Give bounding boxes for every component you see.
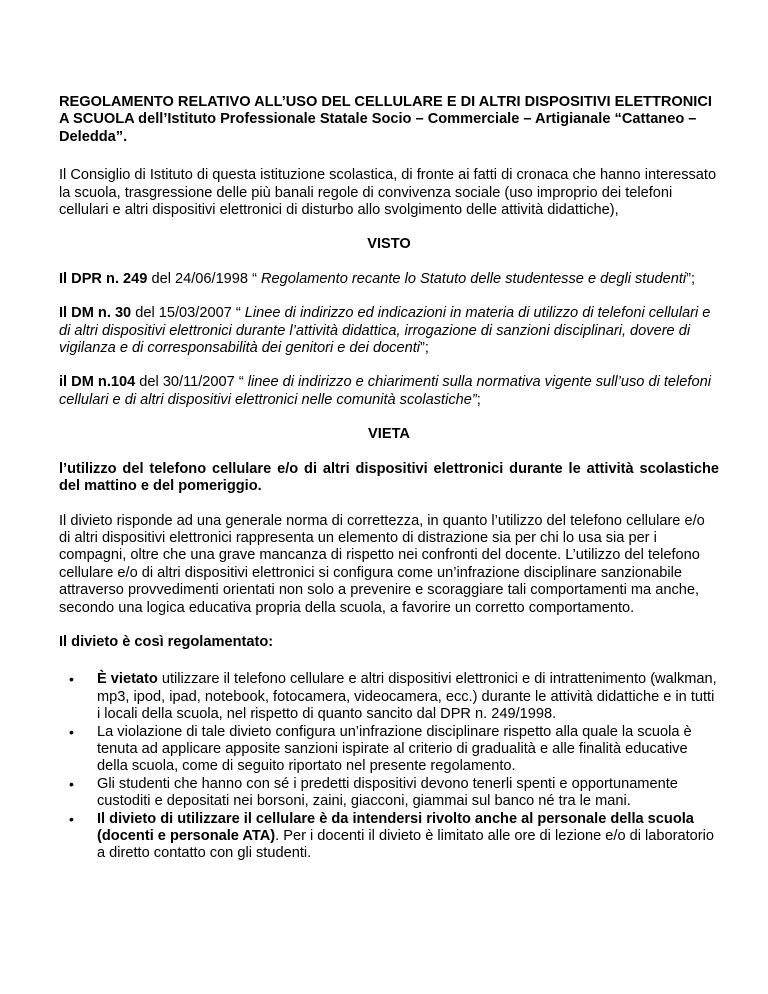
rule-text: La violazione di tale divieto configura un’infrazione disciplinare rispetto alla quale la scuola è tenuta ad applicare apposite sanzioni ispirate al criterio di gradualità e alle finalità educative della scuola, come di seguito riportato nel presente regolamento. xyxy=(97,723,692,775)
reference-title: il DM n.104 xyxy=(59,374,136,391)
reference-tail: ; xyxy=(476,391,481,408)
reference-date: del 15/03/2007 “ xyxy=(131,305,245,322)
vieta-heading: VIETA xyxy=(368,426,410,443)
reference-date: del 24/06/1998 “ xyxy=(147,270,261,287)
reference-tail: ”; xyxy=(420,340,429,357)
rule-text: Gli studenti che hanno con sé i predetti dispositivi devono tenerli spenti e opportunamente custoditi e depositati nei borsoni, zaini, giacconi, giammai sul banco né tra le mani. xyxy=(97,775,678,810)
bullet-icon: • xyxy=(69,775,74,792)
vieta-statement: l’utilizzo del telefono cellulare e/o di altri dispositivi elettronici durante le attività scolastiche del mattino e del pomeriggio. xyxy=(59,460,719,495)
document-title: REGOLAMENTO RELATIVO ALL’USO DEL CELLULARE E DI ALTRI DISPOSITIVI ELETTRONICI A SCUOLA dell’Istituto Professionale Statale Socio – Commerciale – Artigianale “Cattaneo – Deledda”. xyxy=(59,94,712,145)
regulation-heading: Il divieto è così regolamentato: xyxy=(59,633,274,650)
reference-dm-104 xyxy=(59,374,719,409)
bullet-icon: • xyxy=(69,671,74,688)
rule-bold-text: Il divieto di utilizzare il cellulare è da intendersi rivolto anche al personale della scuola (docenti e personale ATA) xyxy=(97,810,694,844)
rules-list xyxy=(59,671,719,862)
intro-paragraph: Il Consiglio di Istituto di questa istituzione scolastica, di fronte ai fatti di cronaca che hanno interessato la scuola, trasgressione delle più banali regole di convivenza sociale (uso improprio dei telefoni cellulari e altri dispositivi elettronici di disturbo allo svolgimento delle attività didattiche), xyxy=(59,167,717,219)
list-item xyxy=(59,776,719,811)
list-item xyxy=(59,671,719,723)
bullet-icon: • xyxy=(69,723,74,740)
reference-title: Il DPR n. 249 xyxy=(59,270,148,287)
reference-title: Il DM n. 30 xyxy=(59,305,132,322)
visto-heading: VISTO xyxy=(367,236,411,253)
rule-bold-text: È vietato xyxy=(97,671,158,688)
reference-dm-30 xyxy=(59,305,719,357)
rule-text: utilizzare il telefono cellulare e altri dispositivi elettronici e di intrattenimento (walkman, mp3, ipod, ipad, notebook, fotocamera, videocamera, ecc.) durante le attività didattiche e in tutti i locali della scuola, nel rispetto di quanto sancito dal DPR n. 249/1998. xyxy=(97,671,717,723)
reference-description: Linee di indirizzo ed indicazioni in materia di utilizzo di telefoni cellulari e di altri dispositivi elettronici durante l’attività didattica, irrogazione di sanzioni disciplinari, dovere di vigilanza e di corresponsabilità dei genitori e dei docenti xyxy=(59,305,711,357)
reference-tail: ”; xyxy=(686,270,696,287)
list-item xyxy=(59,811,719,863)
list-item xyxy=(59,724,719,776)
bullet-icon: • xyxy=(69,810,74,827)
reference-dpr-249 xyxy=(59,271,719,288)
reference-description: Regolamento recante lo Statuto delle studentesse e degli studenti xyxy=(261,270,687,287)
divieto-paragraph: Il divieto risponde ad una generale norma di correttezza, in quanto l’utilizzo del telefono cellulare e/o di altri dispositivi elettronici rappresenta un elemento di distrazione sia per chi lo usa sia per i compagni, oltre che una grave mancanza di rispetto nei confronti del docente. L’utilizzo del telefono cellulare e/o di altri dispositivi elettronici si configura come un’infrazione disciplinare sanzionabile attraverso provvedimenti orientati non solo a prevenire e scoraggiare tali comportamenti ma anche, secondo una logica educativa propria della scuola, a favorire un corretto comportamento. xyxy=(59,512,705,616)
document-page xyxy=(59,94,719,863)
reference-date: del 30/11/2007 “ xyxy=(135,374,248,391)
rule-text: . Per i docenti il divieto è limitato alle ore di lezione e/o di laboratorio a diretto contatto con gli studenti. xyxy=(97,828,714,862)
reference-description: linee di indirizzo e chiarimenti sulla normativa vigente sull’uso di telefoni cellulari e di altri dispositivi elettronici nelle comunità scolastiche” xyxy=(59,374,711,408)
